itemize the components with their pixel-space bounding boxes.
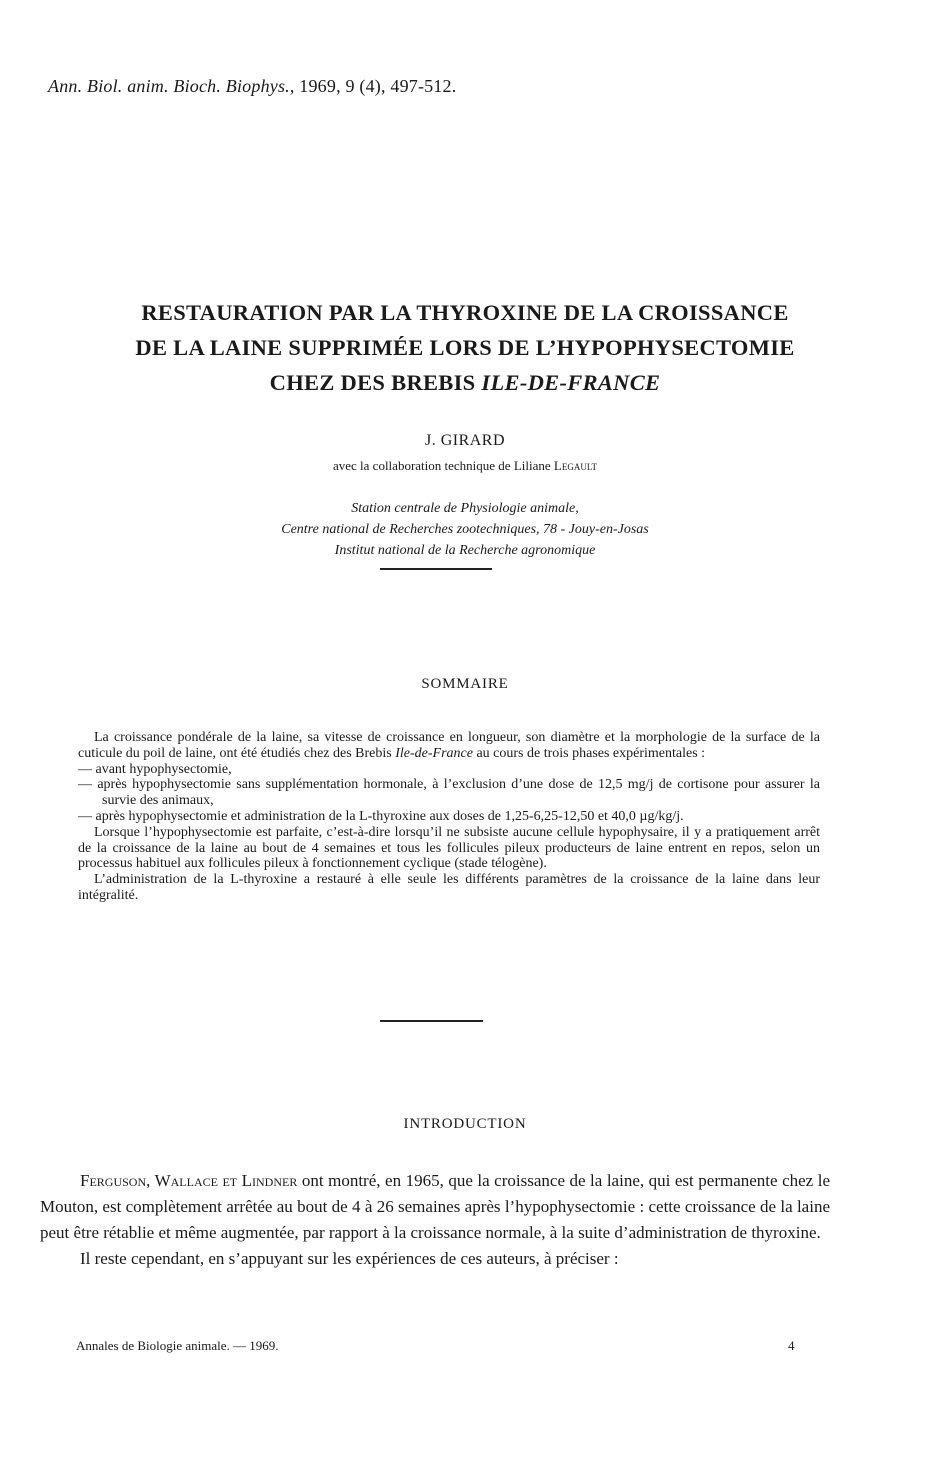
sommaire-p1-italic: Ile-de-France: [395, 745, 473, 761]
sommaire-paragraph-2: Lorsque l’hypophysectomie est parfaite, c’est-à-dire lorsqu’il ne subsiste aucune cellule hypophysaire, il y a pratiquement arrêt de la croissance de la laine au bout de 4 semaines et tous les follicules pileux producteurs de laine entrent en repos, selon un processus habituel aux follicules pileux à fonctionnement cyclique (stade télogène).: [78, 824, 820, 872]
affiliation-line-2: Centre national de Recherches zootechniques, 78 - Jouy-en-Josas: [281, 522, 649, 537]
introduction-paragraph-1: [40, 1168, 830, 1246]
author: J. GIRARD: [424, 432, 506, 449]
introduction-heading: INTRODUCTION: [403, 1116, 527, 1132]
divider-rule: [380, 568, 492, 570]
sommaire-item-1: — avant hypophysectomie,: [78, 761, 232, 777]
affiliation: [0, 498, 930, 561]
sommaire-item-2: — après hypophysectomie sans supplémentation hormonale, à l’exclusion d’une dose de 12,5 mg/j de cortisone pour assurer la survie des animaux,: [78, 777, 820, 809]
sommaire-paragraph-3: L’administration de la L-thyroxine a restauré à elle seule les différents paramètres de la croissance de la laine dans leur intégralité.: [78, 872, 820, 903]
journal-citation: [48, 76, 456, 97]
title-line-1: RESTAURATION PAR LA THYROXINE DE LA CROISSANCE: [141, 300, 789, 325]
collaboration: [0, 458, 930, 474]
sommaire-heading: SOMMAIRE: [421, 676, 509, 692]
citation-details: , 1969, 9 (4), 497-512.: [289, 76, 457, 96]
affiliation-line-3: Institut national de la Recherche agronomique: [334, 543, 596, 558]
title-line-3: [40, 365, 890, 400]
sommaire-body: [78, 730, 820, 904]
sommaire-item-3: — après hypophysectomie et administration de la L-thyroxine aux doses de 1,25-6,25-12,50 et 40,0 µg/kg/j.: [78, 808, 684, 824]
cited-authors: Ferguson, Wallace et Lindner: [80, 1171, 298, 1190]
title-line-2: DE LA LAINE SUPPRIMÉE LORS DE L’HYPOPHYSECTOMIE: [135, 335, 795, 360]
journal-name: Ann. Biol. anim. Bioch. Biophys.: [48, 76, 290, 96]
title-line-3-plain: CHEZ DES BREBIS: [269, 370, 482, 395]
introduction-p1-text: ont montré, en 1965, que la croissance de la laine, qui est permanente chez le Mouton, est complètement arrêtée au bout de 4 à 26 semaines après l’hypophysectomie : cette croissance de la laine peut être rétablie et même augmentée, par rapport à la croissance normale, à la suite d’administration de thyroxine.: [40, 1171, 830, 1242]
sommaire-p1-start: La croissance pondérale de la laine, sa vitesse de croissance en longueur, son diamètre et la morphologie de la surface de la cuticule du poil de laine, ont été étudiés chez des Brebis: [78, 730, 820, 761]
affiliation-line-1: Station centrale de Physiologie animale,: [351, 501, 579, 516]
collaboration-prefix: avec la collaboration technique de Liliane: [332, 458, 554, 473]
page-number: 4: [788, 1338, 795, 1353]
introduction-paragraph-2: Il reste cependant, en s’appuyant sur les expériences de ces auteurs, à préciser :: [80, 1249, 619, 1268]
divider-rule: [380, 1020, 483, 1022]
running-footer: Annales de Biologie animale. — 1969.: [76, 1338, 279, 1353]
collaborator-name: Legault: [553, 458, 597, 473]
sommaire-paragraph-1: [78, 730, 820, 762]
article-title: [40, 295, 890, 400]
title-line-3-italic: ILE-DE-FRANCE: [481, 370, 661, 395]
introduction-body: [40, 1168, 830, 1272]
sommaire-p1-end: au cours de trois phases expérimentales :: [472, 745, 706, 761]
